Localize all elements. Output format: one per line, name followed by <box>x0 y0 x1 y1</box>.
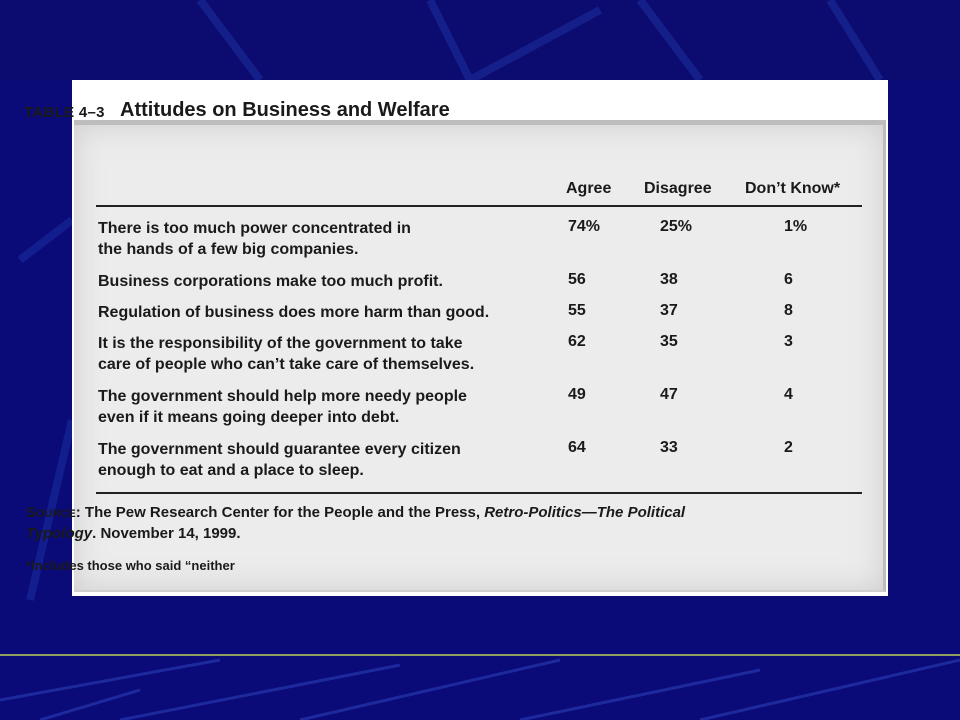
cell-agree: 56 <box>568 271 586 288</box>
cell-disagree: 35 <box>660 333 678 350</box>
row-label-line: Business corporations make too much profit. <box>98 273 443 290</box>
source-label: Source: <box>26 504 81 521</box>
table-number: TABLE 4–3 <box>24 104 105 121</box>
cell-agree: 55 <box>568 302 586 319</box>
column-header-disagree: Disagree <box>644 180 712 197</box>
source-title: Retro-Politics—The Political <box>484 504 686 521</box>
row-label-line: Regulation of business does more harm than good. <box>98 304 490 321</box>
cell-dont-know: 1% <box>784 218 808 235</box>
source-date: . November 14, 1999. <box>92 525 241 542</box>
cell-agree: 74% <box>568 218 601 235</box>
row-label <box>98 333 474 375</box>
cell-disagree: 47 <box>660 386 678 403</box>
cell-agree: 49 <box>568 386 586 403</box>
row-label-line: even if it means going deeper into debt. <box>98 409 400 426</box>
column-header-agree: Agree <box>566 180 612 197</box>
cell-disagree: 38 <box>660 271 678 288</box>
table-title: Attitudes on Business and Welfare <box>120 99 450 121</box>
source-note <box>26 502 685 544</box>
row-label-line: the hands of a few big companies. <box>98 241 359 258</box>
cell-agree: 64 <box>568 439 586 456</box>
cell-agree: 62 <box>568 333 586 350</box>
source-text: The Pew Research Center for the People and the Press, <box>84 504 481 521</box>
cell-dont-know: 3 <box>784 333 793 350</box>
cell-disagree: 25% <box>660 218 693 235</box>
row-label-line: It is the responsibility of the government to take <box>98 335 463 352</box>
row-label <box>98 271 443 292</box>
cell-disagree: 37 <box>660 302 678 319</box>
source-title-cont: Typology <box>26 525 93 542</box>
column-header-dont-know: Don’t Know* <box>745 180 841 197</box>
row-label <box>98 386 467 428</box>
cell-disagree: 33 <box>660 439 678 456</box>
row-label-line: There is too much power concentrated in <box>98 220 411 237</box>
row-label-line: care of people who can’t take care of themselves. <box>98 356 475 373</box>
row-label <box>98 439 461 481</box>
row-label-line: The government should guarantee every citizen <box>98 441 461 458</box>
cell-dont-know: 6 <box>784 271 793 288</box>
cell-dont-know: 4 <box>784 386 793 403</box>
cell-dont-know: 8 <box>784 302 793 319</box>
footnote: *Includes those who said “neither <box>26 558 235 573</box>
row-label-line: The government should help more needy people <box>98 388 467 405</box>
footer-divider <box>96 492 862 494</box>
row-label <box>98 218 411 260</box>
row-label <box>98 302 489 323</box>
row-label-line: enough to eat and a place to sleep. <box>98 462 364 479</box>
cell-dont-know: 2 <box>784 439 793 456</box>
header-divider <box>96 205 862 207</box>
